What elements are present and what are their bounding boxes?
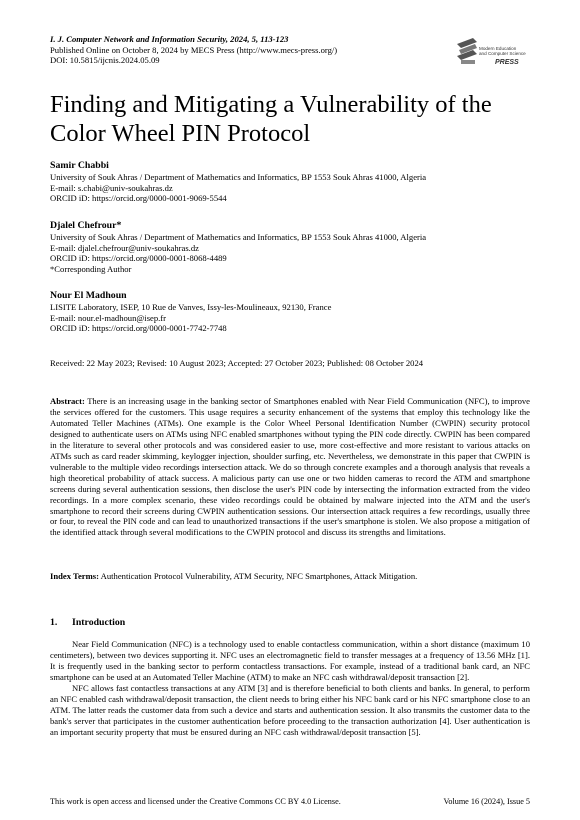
author-orcid[interactable]: ORCID iD: https://orcid.org/0000-0001-7742-7748 <box>50 323 227 333</box>
author-email[interactable]: E-mail: djalel.chefrour@univ-soukahras.dz <box>50 242 199 253</box>
abstract <box>50 396 530 538</box>
author-affiliation: University of Souk Ahras / Department of Mathematics and Informatics, BP 1553 Souk Ahras 41000, Algeria <box>50 232 427 242</box>
abstract-label: Abstract: <box>50 396 85 406</box>
author-affiliation: LISITE Laboratory, ISEP, 10 Rue de Vanves, Issy-les-Moulineaux, 92130, France <box>50 302 332 312</box>
journal-header <box>50 34 337 66</box>
journal-citation: I. J. Computer Network and Information Security, 2024, 5, 113-123 <box>50 34 289 44</box>
author-name: Djalel Chefrour* <box>50 220 122 231</box>
author-block <box>50 220 426 274</box>
index-terms-text: Authentication Protocol Vulnerability, ATM Security, NFC Smartphones, Attack Mitigation. <box>100 571 418 581</box>
paragraph: Near Field Communication (NFC) is a technology used to enable contactless communication, within a short distance (maximum 10 centimeters), between two devices supporting it. NFC uses an electromagnetic field to transfer messages at a frequency of 13.56 MHz [1]. It is frequently used in the banking sector to perform contactless transactions. For example, instead of a traditional bank card, an NFC smartphone can be used at an Automated Teller Machine (ATM) to make an NFC cash withdrawal/deposit transaction [2]. <box>50 639 530 682</box>
author-block <box>50 160 426 204</box>
logo-text: Modern Education and Computer Science <box>479 46 526 56</box>
author-orcid[interactable]: ORCID iD: https://orcid.org/0000-0001-8068-4489 <box>50 253 227 263</box>
logo-press: PRESS <box>495 59 519 66</box>
author-block <box>50 290 331 334</box>
introduction-body <box>50 639 530 738</box>
abstract-text: There is an increasing usage in the banking sector of Smartphones enabled with Near Field Communication (NFC), to improve the services offered for the customers. This usage requires a security enhancement of the systems that employ this technology like the Automated Teller Machines (ATMs). One example is the Color Wheel Personal Identification Number (CWPIN) security protocol designed to authenticate users on ATMs using NFC enabled smartphones without typing the PIN code directly. CWPIN has been compared in the literature to several other protocols and was considered easier to use, more cost-effective and more resistant to various attacks on ATMs such as card reader skimming, keylogger injection, shoulder surfing, etc. Nevertheless, we demonstrate in this paper that CWPIN is vulnerable to the multiple video recordings intersection attack. We do so through concrete examples and a thorough analysis that reveals a high theoretical probability of attack success. A malicious party can use one or two hidden cameras to record the ATM and smartphone screens during several authentication sessions, then disclose the user's PIN code by intersecting the information extracted from the video recordings. In a more complex scenario, these video recordings could be obtained by malware injected into the ATM and the user's smartphone to record their screens during CWPIN authentication sessions. Our intersection attack requires a few recordings, usually three or four, to reveal the PIN code and can lead to unauthorized transactions if the user's smartphone is stolen. We also propose a mitigation of the identified attack through several modifications to the CWPIN protocol and discuss its strengths and limitations. <box>50 396 530 538</box>
page-footer <box>50 797 530 806</box>
author-affiliation: University of Souk Ahras / Department of Mathematics and Informatics, BP 1553 Souk Ahras 41000, Algeria <box>50 172 427 182</box>
author-name: Nour El Madhoun <box>50 290 127 301</box>
author-orcid[interactable]: ORCID iD: https://orcid.org/0000-0001-9069-5544 <box>50 193 227 203</box>
license-note: This work is open access and licensed under the Creative Commons CC BY 4.0 License. <box>50 797 341 806</box>
author-email[interactable]: E-mail: s.chabi@univ-soukahras.dz <box>50 182 173 193</box>
submission-dates: Received: 22 May 2023; Revised: 10 August 2023; Accepted: 27 October 2023; Published: 08 October 2024 <box>50 358 424 368</box>
corresponding-author-note: *Corresponding Author <box>50 263 132 274</box>
index-terms <box>50 571 530 581</box>
book-stack-icon <box>455 34 481 68</box>
author-name: Samir Chabbi <box>50 160 109 171</box>
publication-info: Published Online on October 8, 2024 by MECS Press (http://www.mecs-press.org/) <box>50 44 338 55</box>
paragraph: NFC allows fast contactless transactions at any ATM [3] and is therefore beneficial to both clients and banks. In general, to perform an NFC enabled cash withdrawal/deposit transaction, the client needs to bring either his NFC bank card or his NFC smartphone close to an ATM. The latter reads the customer data from such a device and starts and authentication session. It also transmits the customer data to the bank's server that participates in the customer authentication before proceeding to the transaction authorization [4]. User authentication is an important security property that must be ensured during an NFC cash withdrawal/deposit transaction [5]. <box>50 682 530 737</box>
mecs-press-logo <box>455 34 535 70</box>
index-terms-label: Index Terms: <box>50 571 99 581</box>
section-heading <box>50 617 125 628</box>
section-number: 1. <box>50 617 58 628</box>
author-email[interactable]: E-mail: nour.el-madhoun@isep.fr <box>50 312 167 323</box>
doi: DOI: 10.5815/ijcnis.2024.05.09 <box>50 55 160 65</box>
paper-title: Finding and Mitigating a Vulnerability of the Color Wheel PIN Protocol <box>50 91 492 147</box>
volume-issue: Volume 16 (2024), Issue 5 <box>443 797 530 806</box>
section-title: Introduction <box>72 617 126 628</box>
